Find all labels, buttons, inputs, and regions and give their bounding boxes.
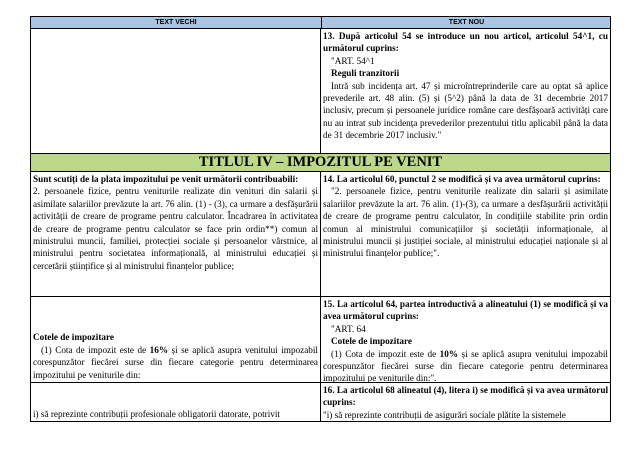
row4-old-cell [31,383,321,421]
row1-new-subtitle: Reguli tranzitorii [331,68,400,79]
row3-old-body [33,344,318,381]
row4-new-body: "i) să reprezinte contribuții de asigurări sociale plătite la sistemele [323,409,566,420]
row4-new-cell [321,383,610,421]
row3-old-body-text: (1) Cota de impozit este de 16% și se aplică asupra venitului impozabil corespunzător fiecărei surse din fiecare categorie pentru determinarea impozitului pe veniturile din: [33,344,318,380]
row2-old-heading: Sunt scutiți de la plata impozitului pe venit următorii contribuabili: [33,174,299,184]
row1-new-heading: 13. După articolul 54 se introduce un nou articol, articolul 54^1, cu următorul cuprins: [323,31,608,54]
row3-new-cell [321,297,610,382]
row3-new-subtitle: Cotele de impozitare [331,336,412,347]
row4-new-heading: 16. La articolul 68 alineatul (4), litera i) se modifică și va avea următorul cuprins: [323,385,608,408]
row2-new-body: "2. persoanele fizice, pentru veniturile realizate din salarii și asimilate salariilor prevăzute la art. 76 alin. (1)-(3), ca urmare a desfășurării activității de creare de programe pentru calculator, în condițiile stabilite prin ordin comun al ministrului comunicațiilor și societății informaționale, al ministrului muncii și justiției sociale, al ministrului educației naționale și al ministrului finanțelor publice;". [323,186,608,259]
row3-old-cell [31,297,321,382]
table-row [31,172,610,297]
table-row [31,383,610,421]
row3-new-article: "ART. 64 [331,323,366,334]
row2-old-body: 2. persoanele fizice, pentru veniturile realizate din venituri din salarii și asimilate salariilor prevăzute la art. 76 alin. (1) - (3), ca urmare a desfășurării activității de creare de programe pentru calculator. Încadrarea în activitatea de creare de programe pentru calculator se face prin ordin**) comun al ministrului muncii, familiei, protecției sociale și persoanelor vârstnice, al ministrului pentru societatea informațională, al ministrului educației și cercetării științifice și al ministrului finanțelor publice; [33,186,318,271]
tax-rate-value: 16% [149,344,169,355]
row2-old-cell [31,172,321,296]
row4-old-body: i) să reprezinte contribuții profesionale obligatorii datorate, potrivit [33,408,280,419]
table-row [31,29,610,154]
row2-new-cell [321,172,610,296]
tax-rate-value-new: 10% [439,348,459,359]
row1-old-cell [31,29,321,153]
row1-new-body: Intră sub incidența art. 47 și microîntreprinderile care au optat să aplice prevederile art. 48 alin. (5) și (5^2) până la data de 31 decembrie 2017 inclusiv, precum și persoanele juridice române care desfășoară activități care nu au intrat sub incidența prevederilor prezentului titlu aplicabil până la data de 31 decembrie 2017 inclusiv." [323,80,608,141]
row3-new-body: (1) Cota de impozit este de 10% și se aplică asupra venitului impozabil corespunzător fiecărei surse din fiecare categorie pentru determinarea impozitului pe veniturile din:". [323,348,608,384]
row2-new-heading: 14. La articolul 60, punctul 2 se modifică și va avea următorul cuprins: [323,174,601,184]
row1-new-cell [321,29,610,153]
header-old-text: TEXT VECHI [31,17,322,28]
row3-old-subtitle: Cotele de impozitare [33,332,114,343]
row1-new-article: "ART. 54^1 [331,55,375,66]
header-new-text: TEXT NOU [448,19,485,26]
section-title: TITLUL IV – IMPOZITUL PE VENIT [31,154,610,172]
comparison-table [30,16,611,422]
table-header [31,17,610,29]
table-row [31,297,610,383]
row3-new-heading: 15. La articolul 64, partea introductivă a alineatului (1) se modifică și va avea următorul cuprins: [323,299,608,322]
